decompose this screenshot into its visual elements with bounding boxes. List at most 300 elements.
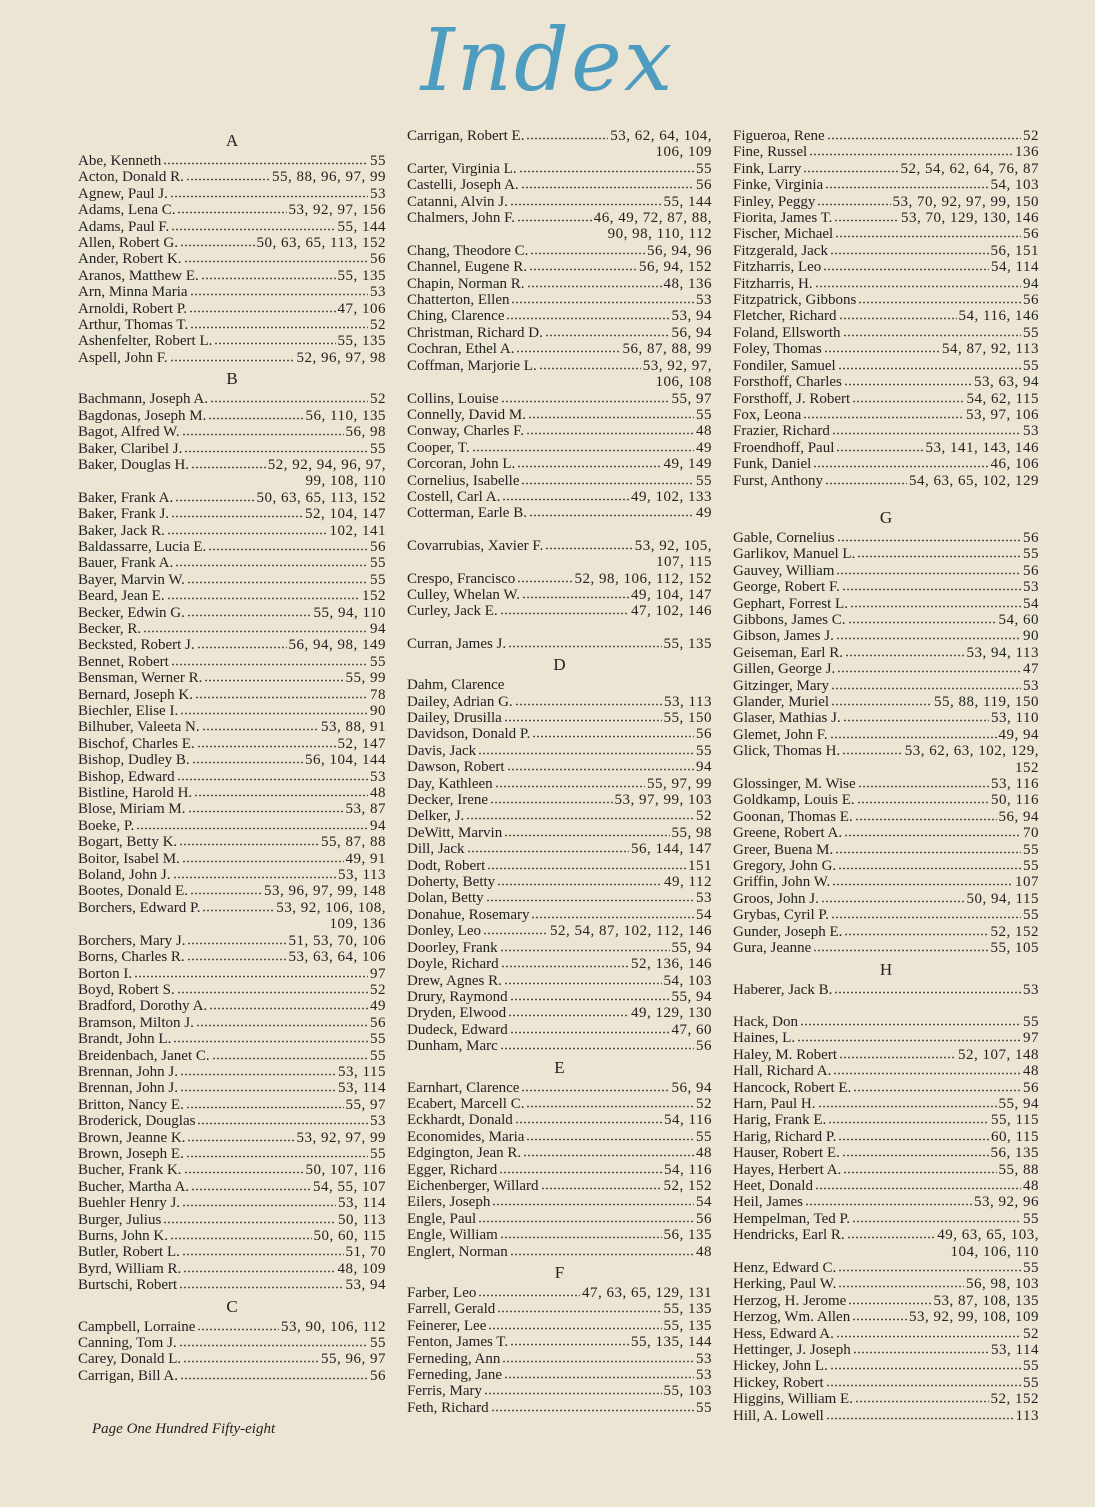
dot-leader: [204, 679, 343, 682]
entry-name: Cooper, T.: [407, 439, 470, 456]
dot-leader: [187, 614, 312, 617]
index-entry: [407, 1318, 712, 1334]
dot-leader: [506, 317, 669, 320]
section-letter: B: [226, 369, 238, 389]
entry-name: Hancock, Robert E.: [733, 1079, 852, 1096]
dot-leader: [492, 1203, 694, 1206]
index-entry: [733, 1276, 1039, 1292]
dot-leader: [134, 975, 368, 978]
index-entry: [407, 923, 712, 939]
entry-name: Furst, Anthony: [733, 472, 824, 489]
entry-name: Adams, Lena C.: [78, 202, 176, 219]
entry-pages: 53, 110: [991, 710, 1039, 727]
index-entry: [733, 1096, 1039, 1112]
entry-pages: 49, 63, 65, 103,: [937, 1227, 1039, 1244]
entry-pages: 55: [1023, 907, 1039, 924]
index-entry: [407, 276, 712, 292]
spacer: [733, 998, 1039, 1014]
dot-leader: [187, 1139, 294, 1142]
entry-pages: 53, 88, 91: [321, 719, 386, 736]
entry-name: Fiorita, James T.: [733, 210, 833, 227]
entry-name: Baker, Douglas H.: [78, 456, 190, 473]
dot-leader: [517, 219, 592, 222]
entry-name: Grybas, Cyril P.: [733, 907, 829, 924]
index-entry: [733, 1145, 1039, 1161]
index-entry: [78, 883, 386, 899]
dot-leader: [838, 867, 1021, 870]
entry-name: Bennet, Robert: [78, 653, 169, 670]
entry-name: Dolan, Betty: [407, 890, 484, 907]
entry-pages: 53, 92, 105,: [634, 537, 712, 554]
index-column-2: [407, 128, 712, 1416]
dot-leader: [502, 1360, 694, 1363]
entry-pages: 51, 70: [345, 1244, 386, 1261]
index-entry: [733, 1030, 1039, 1046]
index-entry: [407, 940, 712, 956]
entry-pages: 102, 141: [329, 522, 386, 539]
entry-pages: 50, 60, 115: [313, 1228, 386, 1244]
dot-leader: [484, 1392, 662, 1395]
section-letter: F: [554, 1263, 565, 1282]
entry-name: Campbell, Lorraine: [78, 1318, 196, 1335]
entry-name: Hickey, John L.: [733, 1358, 828, 1375]
entry-name: Hettinger, J. Joseph: [733, 1342, 851, 1359]
dot-leader: [855, 1400, 989, 1403]
dot-leader: [836, 572, 1021, 575]
index-entry: [78, 834, 386, 850]
entry-pages: 55, 88, 96, 97, 99: [272, 169, 386, 186]
index-entry: [78, 408, 386, 424]
dot-leader: [516, 350, 620, 353]
entry-name: Brennan, John J.: [78, 1063, 178, 1080]
dot-leader: [186, 178, 270, 181]
dot-leader: [195, 696, 368, 699]
index-entry: [733, 825, 1039, 841]
index-entry: [78, 1335, 386, 1351]
index-entry: [733, 645, 1039, 661]
index-column-1: [78, 128, 386, 1384]
dot-leader: [823, 268, 989, 271]
dot-leader: [834, 991, 1021, 994]
entry-name: Byrd, William R.: [78, 1260, 182, 1277]
dot-leader: [191, 1188, 311, 1191]
dot-leader: [180, 1089, 336, 1092]
index-entry: [407, 243, 712, 259]
index-entry: [733, 177, 1039, 193]
entry-name: Drury, Raymond: [407, 988, 508, 1005]
entry-pages: 56: [1023, 529, 1039, 546]
dot-leader: [171, 663, 368, 666]
entry-name: Aspell, John F.: [78, 349, 168, 366]
entry-name: Gunder, Joseph E.: [733, 923, 843, 940]
entry-name: Earnhart, Clarence: [407, 1079, 520, 1096]
index-entry: [407, 456, 712, 472]
entry-pages: 56: [370, 1014, 386, 1031]
entry-pages: 48: [1023, 1063, 1039, 1080]
entry-name: Gable, Cornelius: [733, 529, 835, 546]
entry-pages: 53, 63, 94: [974, 374, 1039, 391]
entry-name: Glaser, Mathias J.: [733, 710, 841, 727]
entry-pages: 53, 87, 108, 135: [933, 1292, 1039, 1309]
entry-name: Dryden, Elwood: [407, 1005, 507, 1022]
index-entry: [78, 900, 386, 933]
entry-pages: 56: [370, 538, 386, 555]
entry-name: Becksted, Robert J.: [78, 637, 195, 654]
entry-name: Chapin, Norman R.: [407, 275, 525, 292]
dot-leader: [800, 1023, 1021, 1026]
index-entry: [78, 1113, 386, 1129]
entry-pages: 54: [696, 1194, 712, 1211]
entry-pages: 53, 113: [338, 867, 386, 884]
entry-pages: 52: [370, 981, 386, 998]
dot-leader: [501, 400, 670, 403]
dot-leader: [170, 195, 368, 198]
entry-pages: 56: [1023, 292, 1039, 309]
entry-pages: 54, 116: [664, 1112, 712, 1129]
dot-leader: [177, 991, 368, 994]
entry-name: Hendricks, Earl R.: [733, 1227, 845, 1244]
dot-leader: [531, 916, 694, 919]
index-entry: [733, 694, 1039, 710]
entry-pages: 48: [370, 785, 386, 802]
entry-pages: 55, 94: [671, 939, 712, 956]
dot-leader: [843, 334, 1022, 337]
index-entry: [407, 1400, 712, 1416]
entry-name: Corcoran, John L.: [407, 456, 516, 473]
dot-leader: [182, 433, 344, 436]
entry-name: Eckhardt, Donald: [407, 1112, 513, 1129]
entry-pages: 53: [696, 292, 712, 309]
index-entry: [78, 523, 386, 539]
index-entry: [733, 792, 1039, 808]
dot-leader: [208, 548, 368, 551]
entry-pages: 53, 94: [671, 308, 712, 325]
index-entry: [78, 1015, 386, 1031]
entry-pages: 54, 87, 92, 113: [942, 341, 1039, 358]
dot-leader: [180, 1377, 368, 1380]
entry-pages: 97: [370, 965, 386, 982]
index-entry: [733, 874, 1039, 890]
entry-pages: 53, 141, 143, 146: [925, 439, 1039, 456]
index-entry: [78, 1048, 386, 1064]
dot-leader: [184, 260, 368, 263]
entry-pages: 55, 144: [337, 218, 386, 235]
entry-name: Borns, Charles R.: [78, 949, 185, 966]
spacer: [407, 620, 712, 636]
entry-pages: 55: [696, 472, 712, 489]
entry-pages: 151: [688, 857, 712, 874]
entry-pages: 54, 116: [664, 1161, 712, 1178]
dot-leader: [519, 170, 694, 173]
entry-pages: 55, 97: [345, 1096, 386, 1113]
entry-name: Haley, M. Robert: [733, 1046, 838, 1063]
entry-pages: 53, 62, 63, 102, 129,: [904, 743, 1039, 760]
entry-pages: 52, 54, 62, 64, 76, 87: [900, 160, 1039, 177]
entry-pages: 52, 152: [990, 923, 1039, 940]
dot-leader: [478, 752, 694, 755]
index-entry: [733, 1260, 1039, 1276]
entry-pages: 53: [1023, 423, 1039, 440]
index-entry: [407, 1227, 712, 1243]
entry-name: Dill, Jack: [407, 841, 465, 858]
entry-pages: 55, 94: [671, 988, 712, 1005]
index-entry: [407, 571, 712, 587]
dot-leader: [466, 817, 694, 820]
entry-pages: 55, 115: [991, 1112, 1039, 1129]
index-entry: [78, 966, 386, 982]
entry-pages-continued: 104, 106, 110: [950, 1243, 1039, 1260]
entry-name: Engle, Paul: [407, 1210, 477, 1227]
index-entry: [407, 194, 712, 210]
dot-leader: [539, 367, 641, 370]
entry-pages: 49, 129, 130: [631, 1005, 712, 1022]
index-entry: [407, 603, 712, 619]
dot-leader: [843, 1171, 996, 1174]
entry-pages: 51, 53, 70, 106: [288, 932, 386, 949]
dot-leader: [832, 883, 1013, 886]
entry-pages: 94: [1023, 275, 1039, 292]
entry-name: Fenton, James T.: [407, 1334, 509, 1351]
entry-name: Ching, Clarence: [407, 308, 505, 325]
dot-leader: [857, 801, 989, 804]
entry-name: Gibbons, James C.: [733, 611, 846, 628]
entry-name: Costell, Carl A.: [407, 488, 501, 505]
index-entry: [78, 703, 386, 719]
section-letter: A: [225, 131, 239, 150]
entry-pages: 56, 94, 96: [647, 242, 712, 259]
entry-name: DeWitt, Marvin: [407, 824, 503, 841]
index-entry: [78, 235, 386, 251]
index-entry: [733, 530, 1039, 546]
index-entry: [407, 587, 712, 603]
entry-pages: 90: [370, 703, 386, 719]
dot-leader: [839, 317, 957, 320]
dot-leader: [143, 630, 368, 633]
entry-name: Castelli, Joseph A.: [407, 177, 519, 194]
entry-pages: 55: [1023, 858, 1039, 875]
index-entry: [407, 1244, 712, 1260]
entry-pages: 55, 135: [663, 635, 712, 652]
dot-leader: [838, 1285, 964, 1288]
entry-name: Fitzpatrick, Gibbons: [733, 292, 857, 309]
dot-leader: [530, 252, 645, 255]
index-entry: [78, 251, 386, 267]
index-entry: [78, 350, 386, 366]
entry-name: Burger, Julius: [78, 1211, 162, 1228]
entry-pages: 70: [1023, 825, 1039, 842]
dot-leader: [838, 1138, 989, 1141]
dot-leader: [510, 1253, 694, 1256]
index-entry: [733, 579, 1039, 595]
index-entry: [78, 933, 386, 949]
entry-pages: 53, 94: [345, 1277, 386, 1294]
entry-name: Ecabert, Marcell C.: [407, 1095, 525, 1112]
index-entry: [733, 325, 1039, 341]
index-entry: [407, 792, 712, 808]
entry-pages: 55, 135: [337, 333, 386, 350]
dot-leader: [187, 942, 286, 945]
dot-leader: [541, 1187, 662, 1190]
entry-pages: 56, 151: [990, 242, 1039, 259]
index-entry: [733, 1194, 1039, 1210]
entry-name: Brennan, John J.: [78, 1080, 178, 1097]
entry-pages: 56: [696, 1038, 712, 1055]
entry-pages: 53: [696, 1367, 712, 1384]
entry-pages: 55, 94, 110: [313, 604, 386, 621]
entry-pages: 47: [1023, 661, 1039, 678]
dot-leader: [529, 514, 694, 517]
entry-name: Crespo, Francisco: [407, 570, 516, 587]
dot-leader: [825, 186, 988, 189]
entry-pages: 55: [1023, 1358, 1039, 1375]
entry-name: Cochran, Ethel A.: [407, 341, 515, 358]
index-entry: [78, 186, 386, 202]
entry-name: Dailey, Adrian G.: [407, 693, 513, 710]
dot-leader: [171, 515, 303, 518]
dot-leader: [835, 235, 1021, 238]
entry-name: Harn, Paul H.: [733, 1095, 816, 1112]
index-entry: [78, 169, 386, 185]
entry-pages: 52, 98, 106, 112, 152: [574, 570, 712, 587]
entry-name: Ferneding, Ann: [407, 1350, 501, 1367]
dot-leader: [528, 416, 694, 419]
dot-leader: [490, 801, 612, 804]
entry-pages: 53, 114: [991, 1342, 1039, 1359]
dot-leader: [843, 719, 989, 722]
entry-pages: 53, 116: [991, 776, 1039, 793]
entry-pages: 55, 94: [998, 1095, 1039, 1112]
index-entry: [78, 769, 386, 785]
dot-leader: [508, 645, 661, 648]
entry-pages: 54, 55, 107: [313, 1178, 386, 1195]
entry-name: Blose, Miriam M.: [78, 801, 186, 818]
entry-pages: 55, 97, 99: [647, 775, 712, 792]
index-entry: [78, 268, 386, 284]
entry-name: Hauser, Robert E.: [733, 1145, 840, 1162]
dot-leader: [521, 1089, 669, 1092]
entry-pages: 46, 49, 72, 87, 88,: [593, 210, 712, 227]
entry-pages: 47, 63, 65, 129, 131: [582, 1285, 712, 1301]
entry-name: Finke, Virginia: [733, 177, 824, 194]
index-entry: [407, 538, 712, 571]
dot-leader: [183, 1270, 335, 1273]
index-entry: [78, 982, 386, 998]
index-entry: [733, 1293, 1039, 1309]
entry-pages: 49, 91: [345, 850, 386, 867]
entry-name: Burns, John K.: [78, 1228, 169, 1244]
index-entry: [78, 572, 386, 588]
entry-name: Herzog, H. Jerome: [733, 1292, 847, 1309]
entry-name: Hempelman, Ted P.: [733, 1210, 850, 1227]
entry-name: Ferneding, Jane: [407, 1367, 502, 1384]
entry-name: Borchers, Edward P.: [78, 899, 201, 916]
entry-pages: 55: [370, 440, 386, 457]
entry-pages: 55: [370, 653, 386, 670]
dot-leader: [167, 532, 328, 535]
entry-pages: 53, 92, 97, 99: [296, 1129, 386, 1146]
section-letter: E: [554, 1057, 565, 1077]
dot-leader: [515, 1121, 662, 1124]
entry-name: Farber, Leo: [407, 1285, 477, 1301]
entry-pages: 49, 104, 147: [631, 586, 712, 603]
dot-leader: [182, 1253, 344, 1256]
entry-pages: 55, 144: [663, 193, 712, 210]
entry-name: Bernard, Joseph K.: [78, 686, 193, 703]
entry-name: Curley, Jack E.: [407, 603, 498, 620]
entry-name: Geiseman, Earl R.: [733, 644, 843, 661]
dot-leader: [491, 1409, 694, 1412]
entry-name: Bradford, Dorothy A.: [78, 998, 208, 1015]
dot-leader: [803, 170, 898, 173]
entry-pages: 97: [1023, 1030, 1039, 1047]
dot-leader: [835, 851, 1021, 854]
dot-leader: [175, 564, 368, 567]
entry-pages: 52: [370, 391, 386, 408]
entry-pages: 55, 135, 144: [631, 1334, 712, 1351]
entry-name: Baker, Frank J.: [78, 506, 170, 523]
index-entry: [407, 841, 712, 857]
index-entry: [407, 989, 712, 1005]
index-entry: [407, 1351, 712, 1367]
dot-leader: [163, 162, 368, 165]
index-entry: [407, 161, 712, 177]
entry-name: Boitor, Isabel M.: [78, 850, 180, 867]
index-entry: [78, 605, 386, 621]
entry-name: Bishop, Edward: [78, 768, 175, 785]
index-entry: [733, 743, 1039, 776]
entry-pages: 53: [370, 768, 386, 785]
entry-name: Eichenberger, Willard: [407, 1177, 539, 1194]
index-entry: [733, 161, 1039, 177]
index-entry: [733, 628, 1039, 644]
dot-leader: [853, 1351, 989, 1354]
index-entry: [78, 490, 386, 506]
dot-leader: [526, 1105, 694, 1108]
entry-name: Gura, Jeanne: [733, 940, 812, 957]
dot-leader: [177, 211, 286, 214]
entry-name: Agnew, Paul J.: [78, 185, 168, 202]
index-entry: [78, 1212, 386, 1228]
index-entry: [78, 1368, 386, 1384]
index-entry: [78, 1195, 386, 1211]
dot-leader: [179, 1344, 368, 1347]
entry-pages: 55: [696, 742, 712, 759]
index-entry: [733, 1227, 1039, 1260]
index-entry: [78, 998, 386, 1014]
index-entry: [407, 407, 712, 423]
entry-pages: 53, 114: [338, 1195, 386, 1212]
entry-name: Baker, Frank A.: [78, 489, 174, 506]
entry-pages: 53, 87: [345, 801, 386, 818]
entry-pages: 53, 70, 129, 130, 146: [901, 210, 1039, 227]
entry-name: Bramson, Milton J.: [78, 1014, 194, 1031]
entry-name: Foland, Ellsworth: [733, 324, 841, 341]
index-entry: [78, 801, 386, 817]
entry-name: Carrigan, Bill A.: [78, 1367, 178, 1384]
entry-name: Fitzharris, H.: [733, 275, 813, 292]
entry-pages: 48: [696, 1145, 712, 1162]
entry-pages: 55: [696, 406, 712, 423]
dot-leader: [504, 982, 662, 985]
entry-name: Griffin, John W.: [733, 874, 831, 891]
entry-name: Arthur, Thomas T.: [78, 317, 189, 334]
index-entry: [78, 284, 386, 300]
dot-leader: [179, 843, 319, 846]
entry-name: Bucher, Frank K.: [78, 1162, 182, 1179]
dot-leader: [500, 1236, 662, 1239]
index-entry: [733, 144, 1039, 160]
dot-leader: [515, 703, 662, 706]
